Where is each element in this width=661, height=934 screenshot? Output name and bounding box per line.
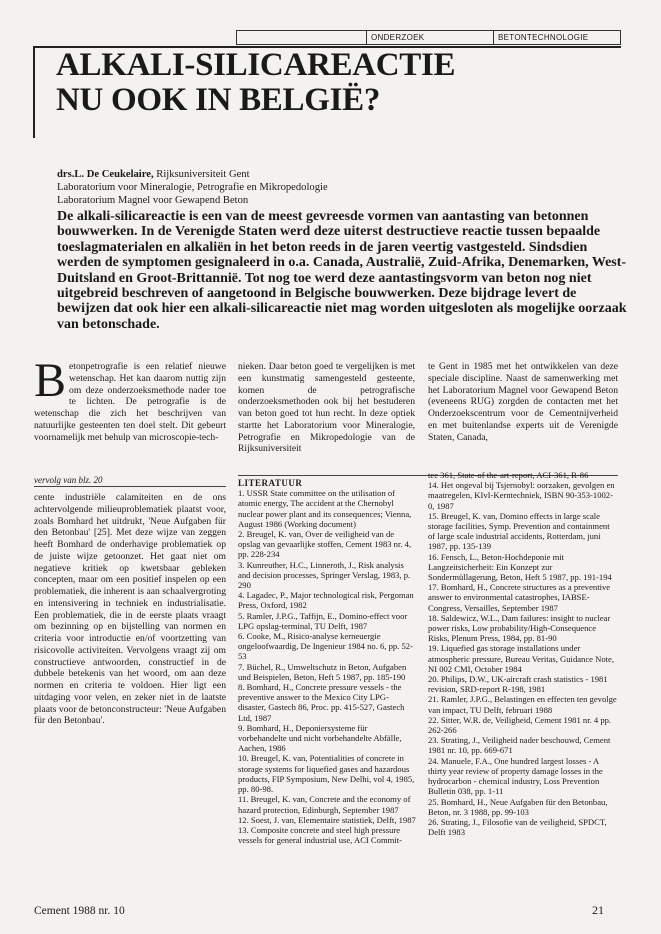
header-cell-topic: BETONTECHNOLOGIE [493, 31, 620, 44]
reference-item: 24. Manuele, F.A., One hundred largest losses - A thirty year review of property damage losses in the hydrocarbon - chemical industry, Loss Prevention Bulletin 038, pp. 1-11 [428, 755, 603, 797]
reference-item: 23. Strating, J., Veiligheid nader beschouwd, Cement 1981 nr. 10, pp. 669-671 [428, 735, 611, 756]
reference-item: 18. Saldewicz, W.L., Dam failures: insight to nuclear power risks, Low probability/High-Consequence Risks, Plenum Press, 1984, pp. 81-90 [428, 612, 611, 644]
reference-item: 7. Büchel, R., Umweltschutz in Beton, Aufgaben und Beispielen, Beton, Heft 5 1987, pp. 185-190 [238, 661, 407, 682]
reference-item: 15. Breugel, K. van, Domino effects in large scale storage facilities, Symp. Prevention and containment of large scale industrial accidents, Rotterdam, juni 1987, pp. 135-139 [428, 510, 610, 552]
section-header [236, 30, 621, 45]
title-line-2: NU OOK IN BELGIË? [56, 82, 381, 118]
reference-item: 13. Composite concrete and steel high pressure vessels for general industrial use, ACI Commit- [238, 824, 402, 846]
header-cell-empty [237, 31, 366, 44]
reference-item: 12. Soest, J. van, Elementaire statistiek, Delft, 1987 [238, 814, 416, 825]
reference-item: 11. Breugel, K. van, Concrete and the economy of hazard protection, Edinburgh, September 1987 [238, 794, 411, 815]
author-name: drs.L. De Ceukelaire, [57, 169, 154, 180]
reference-item: 20. Philips, D.W., UK-aircraft crash statistics - 1981 revision, SRD-report R-198, 1981 [428, 674, 608, 695]
references-column-2 [428, 470, 618, 837]
reference-item: 21. Ramler, J.P.G., Belastingen en effecten ten gevolge van impact, TU Delft, februari 1988 [428, 694, 617, 715]
body-column-2: nieken. Daar beton goed te vergelijken is met een kunstmatig samengesteld gesteente, komen de petrografische onderzoeksmethoden ook bij het bestuderen van beton goed tot hun recht. In deze optiek startte het Laboratorium voor Mineralogie, Petrografie en Mikropedologie van de Rijksuniversiteit [238, 361, 415, 455]
author-university: Rijksuniversiteit Gent [153, 169, 250, 180]
reference-item: 3. Kunreuther, H.C., Linneroth, J., Risk analysis and decision processes, Springer Verslag, 1983, p. 290 [238, 559, 411, 591]
reference-item: 5. Ramler, J.P.G., Taffijn, E., Domino-effect voor LPG opslag-terminal, TU Delft, 1987 [238, 610, 408, 631]
reference-item: 19. Liquefied gas storage installations under atmospheric pressure, Bureau Veritas, Guidance Note, NI 002 CMI, October 1984 [428, 643, 614, 674]
drop-cap: B [34, 354, 67, 407]
reference-item: 26. Strating, J., Filosofie van de veiligheid, SPDCT, Delft 1983 [428, 816, 607, 838]
header-cell-section: ONDERZOEK [366, 31, 493, 44]
author-lab-1: Laboratorium voor Mineralogie, Petrografie en Mikropedologie [57, 182, 328, 193]
article-title [56, 48, 455, 118]
author-lab-2: Laboratorium Magnel voor Gewapend Beton [57, 195, 249, 206]
body-column-1 [34, 354, 226, 443]
continued-divider [34, 486, 226, 487]
reference-item: 17. Bomhard, H., Concrete structures as a preventive answer to environmental catastrophes, IABSE-Congress, Versailles, September 1987 [428, 582, 611, 613]
reference-item: tee 361, State-of the-art-report, ACI-361, R-86 [428, 470, 589, 480]
author-block [57, 168, 328, 207]
title-line-1: ALKALI-SILICAREACTIE [56, 47, 456, 83]
lead-paragraph: De alkali-silicareactie is een van de meest gevreesde vormen van aantasting van betonnen bouwwerken. In de Verenigde Staten werd deze uiterst destructieve reactie tussen bepaalde toeslagmaterialen en alkaliën in het beton reeds in de jaren veertig vastgesteld. Sindsdien werden de symptomen gesignaleerd in o.a. Canada, Australië, Zuid-Afrika, Denemarken, West-Duitsland en Groot-Brittannië. Tot nog toe werd deze aantastingsvorm van beton nog niet uitgebreid beschreven of aangetoond in Belgische bouwwerken. Deze bijdrage levert de bewijzen dat ook hier een alkali-silicareactie niet mag worden uitgesloten als mogelijke oorzaak van betonschade. [57, 209, 627, 332]
reference-item: 10. Breugel, K. van, Potentialities of concrete in storage systems for liquefied gases and hazardous products, FIP Symposium, New Delhi, vol 4, 1985, pp. 80-98. [238, 753, 415, 795]
continued-text: cente industriële calamiteiten en de ons achtervolgende milieuproblematiek plaatst voor, zoals Bomhard het uitdrukt, 'Neue Aufgaben für den Betonbau' [25]. Met deze wijze van zeggen heeft Bomhard de onderhavige problematiek op de juiste wijze getoonzet. Het gaat niet om negatieve kritiek op kwetsbaar gebleken concepten, maar om een positief inspelen op een problematiek, die inherent is aan schaalvergroting en intensivering in techniek en industrialisatie. Een problematiek, die in de eerste plaats vraagt om bezinning op en bijstelling van normen en criteria voor introductie en/of voortzetting van risicovolle activiteiten. Vervolgens vraagt zij om constructieve antwoorden, constructief in de dubbele betekenis van het woord, om aan deze normen en criteria te voldoen. Hier ligt een uitdaging voor velen, en zeker niet in de laatste plaats voor de betonconstructeur: 'Neue Aufgaben für den Betonbau'. [34, 492, 226, 727]
reference-item: 14. Het ongeval bij Tsjernobyl: oorzaken, gevolgen en maatregelen, KIvI-Kerntechniek, ISBN 90-353-1002-0, 1987 [428, 480, 615, 511]
reference-item: 25. Bomhard, H., Neue Aufgaben für den Betonbau, Beton, nr. 3 1988, pp. 99-103 [428, 796, 608, 817]
reference-item: 6. Cooke, M., Risico-analyse kerneuergie ongeloofwaardig, De Ingenieur 1984 no. 6, pp. 52-53 [238, 631, 413, 662]
reference-item: 2. Breugel, K. van, Over de veiligheid van de opslag van gevaarlijke stoffen, Cement 1983 nr. 4, pp. 228-234 [238, 529, 412, 560]
reference-item: 16. Fensch, L., Beton-Hochdeponie mit Langzeitsicherheit: Ein Konzept zur Sondermüllagerung, Beton, Heft 5 1987, pp. 191-194 [428, 551, 612, 583]
reference-item: 9. Bomhard, H., Deponiersysteme für vorbehandelte und nicht vorbehandelte Abfälle, Aachen, 1986 [238, 722, 402, 754]
footer-journal: Cement 1988 nr. 10 [34, 905, 125, 917]
reference-item: 8. Bomhard, H., Concrete pressure vessels - the preventive answer to the Mexico City LPG-disaster, Gastech 86, Proc. pp. 415-527, Gastech Ltd, 1987 [238, 682, 405, 723]
references-column-1 [238, 478, 416, 845]
reference-item: 22. Sitter, W.R. de, Veiligheid, Cement 1981 nr. 4 pp. 262-266 [428, 714, 612, 736]
reference-item: 1. USSR State committee on the utilisation of atomic energy, The accident at the Chernobyl nuclear power plant and its consequences; Vienna, August 1986 (Working document) [238, 488, 412, 529]
references-list-2 [428, 470, 618, 837]
reference-item: 4. Lagadec, P., Major technological risk, Pergoman Press, Oxford, 1982 [238, 590, 414, 611]
page-number: 21 [592, 903, 604, 917]
body-column-1-text: etonpetrografie is een relatief nieuwe wetenschap. Het kan daarom nuttig zijn om deze onderzoeksmethode nader toe te lichten. De petrografie is de wetenschap die zich het beschrijven van natuurlijke gesteenten ten doel stelt. Dit gebeurt voornamelijk met behulp van microscopie-tech- [34, 361, 226, 443]
body-column-3: te Gent in 1985 met het ontwikkelen van deze speciale discipline. Naast de samenwerking met het Laboratorium Magnel voor Gewapend Beton (eveneens RUG) zorgden de contacten met het Onderzoekscentrum voor de Cementnijverheid en met buitenlandse experts uit de Verenigde Staten, Canada, [428, 361, 618, 443]
references-heading: LITERATUUR [238, 478, 303, 488]
references-list-1 [238, 488, 416, 845]
continued-label: vervolg van blz. 20 [34, 475, 103, 485]
